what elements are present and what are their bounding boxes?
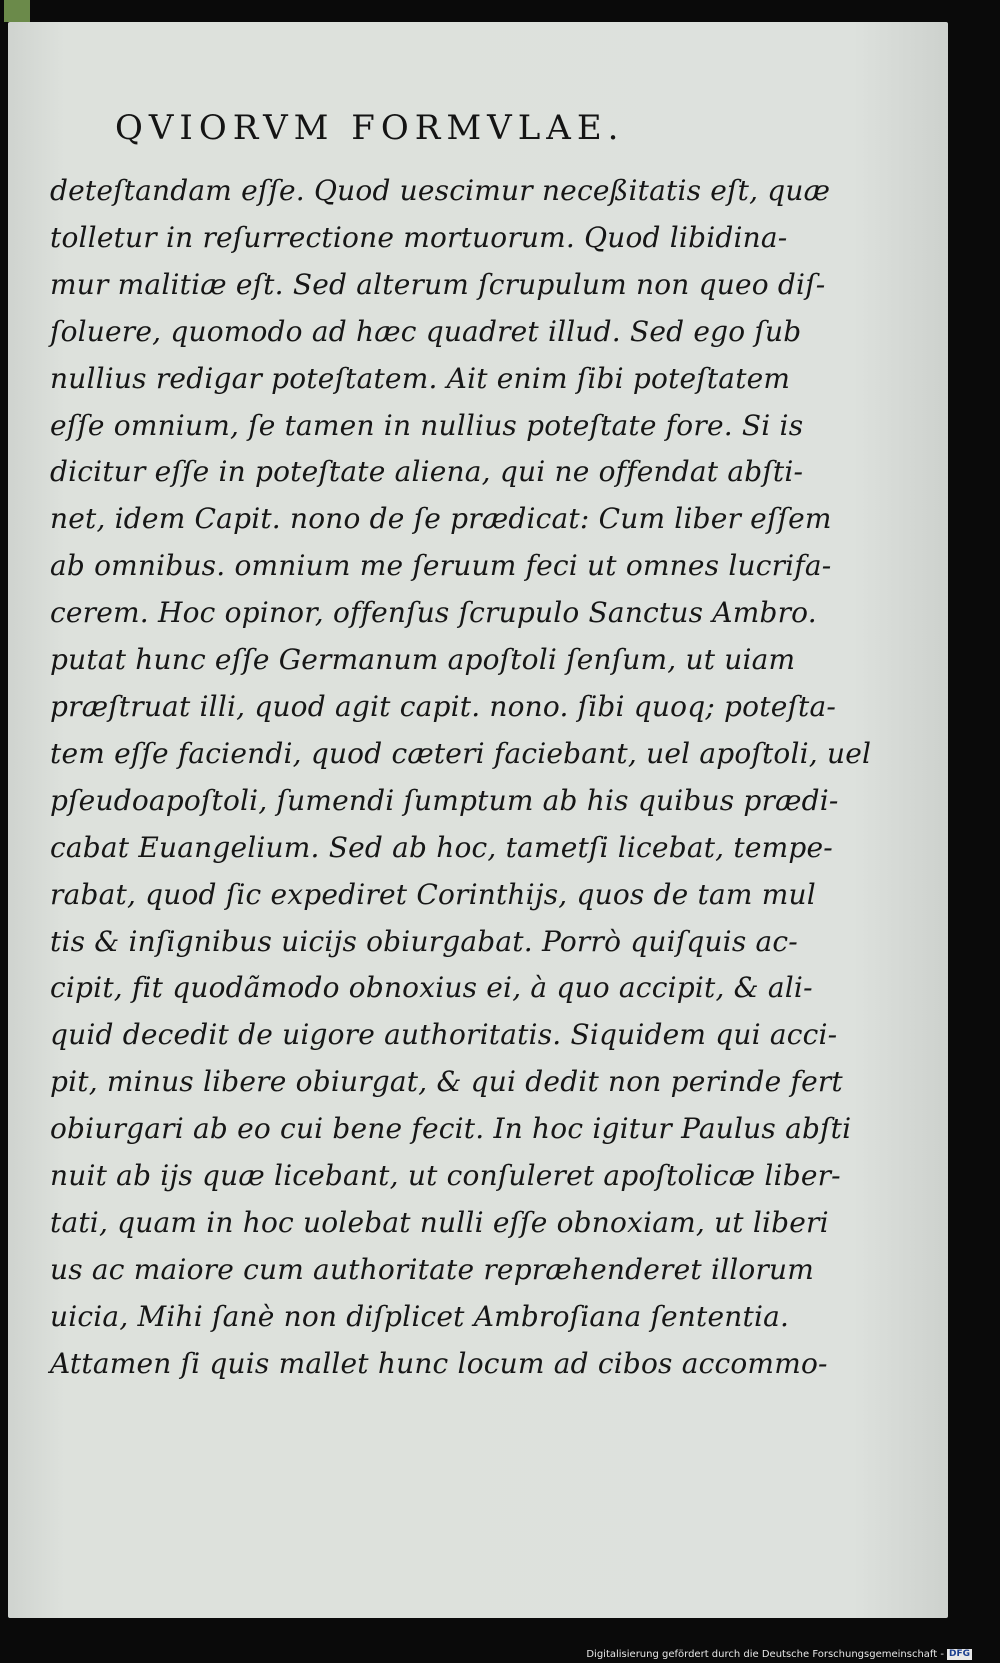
body-text — [50, 168, 910, 1388]
dfg-logo: DFG — [948, 1649, 970, 1659]
text-line: ſoluere, quomodo ad hæc quadret illud. Sed ego ſub — [50, 314, 802, 348]
text-line: cipit, fit quodãmodo obnoxius ei, à quo accipit, & ali- — [50, 971, 813, 1005]
text-line: tati, quam in hoc uolebat nulli eſſe obnoxiam, ut liberi — [50, 1205, 829, 1239]
text-line: cabat Euangelium. Sed ab hoc, tametſi licebat, tempe- — [50, 830, 833, 864]
text-line: uicia, Mihi ſanè non diſplicet Ambroſiana ſententia. — [50, 1299, 790, 1333]
corner-marker — [4, 0, 30, 22]
text-line: us ac maiore cum authoritate repræhenderet illorum — [50, 1252, 815, 1286]
text-line: eſſe omnium, ſe tamen in nullius poteſtate fore. Si is — [50, 408, 804, 442]
text-line: tem eſſe faciendi, quod cæteri faciebant, uel apoſtoli, uel — [50, 736, 872, 770]
text-line: cerem. Hoc opinor, offenſus ſcrupulo Sanctus Ambro. — [50, 596, 817, 630]
digitization-credit — [586, 1649, 972, 1660]
text-line: præſtruat illi, quod agit capit. nono. ſibi quoq; poteſta- — [50, 689, 837, 723]
text-line: putat hunc eſſe Germanum apoſtoli ſenſum, ut uiam — [50, 643, 796, 677]
text-line: tis & inſignibus uicijs obiurgabat. Porrò quiſquis ac- — [50, 924, 798, 958]
credit-text: Digitalisierung gefördert durch die Deutsche Forschungsgemeinschaft - — [586, 1649, 944, 1660]
text-line: dicitur eſſe in poteſtate aliena, qui ne offendat abſti- — [50, 455, 804, 489]
text-line: rabat, quod ſic expediret Corinthijs, quos de tam mul — [50, 877, 816, 911]
text-line: Attamen ſi quis mallet hunc locum ad cibos accommo- — [50, 1346, 828, 1380]
text-line: obiurgari ab eo cui bene fecit. In hoc igitur Paulus abſti — [50, 1112, 852, 1146]
text-line: nuit ab ijs quæ licebant, ut conſuleret apoſtolicæ liber- — [50, 1159, 841, 1193]
text-line: net, idem Capit. nono de ſe prædicat: Cum liber eſſem — [50, 502, 832, 536]
text-line: quid decedit de uigore authoritatis. Siquidem qui acci- — [50, 1018, 838, 1052]
text-line: mur malitiæ eſt. Sed alterum ſcrupulum non queo diſ- — [50, 267, 826, 301]
text-line: deteſtandam eſſe. Quod uescimur neceßitatis eſt, quæ — [50, 174, 831, 207]
text-line: tolletur in reſurrectione mortuorum. Quod libidina- — [50, 220, 788, 254]
running-head: QVIORVM FORMVLAE. — [115, 108, 625, 148]
text-line: nullius redigar poteſtatem. Ait enim ſibi poteſtatem — [50, 361, 791, 395]
text-line: ab omnibus. omnium me ſeruum feci ut omnes lucrifa- — [50, 549, 832, 583]
text-line: pit, minus libere obiurgat, & qui dedit non perinde fert — [50, 1065, 843, 1099]
text-line: pſeudoapoſtoli, ſumendi ſumptum ab his quibus prædi- — [50, 783, 839, 817]
